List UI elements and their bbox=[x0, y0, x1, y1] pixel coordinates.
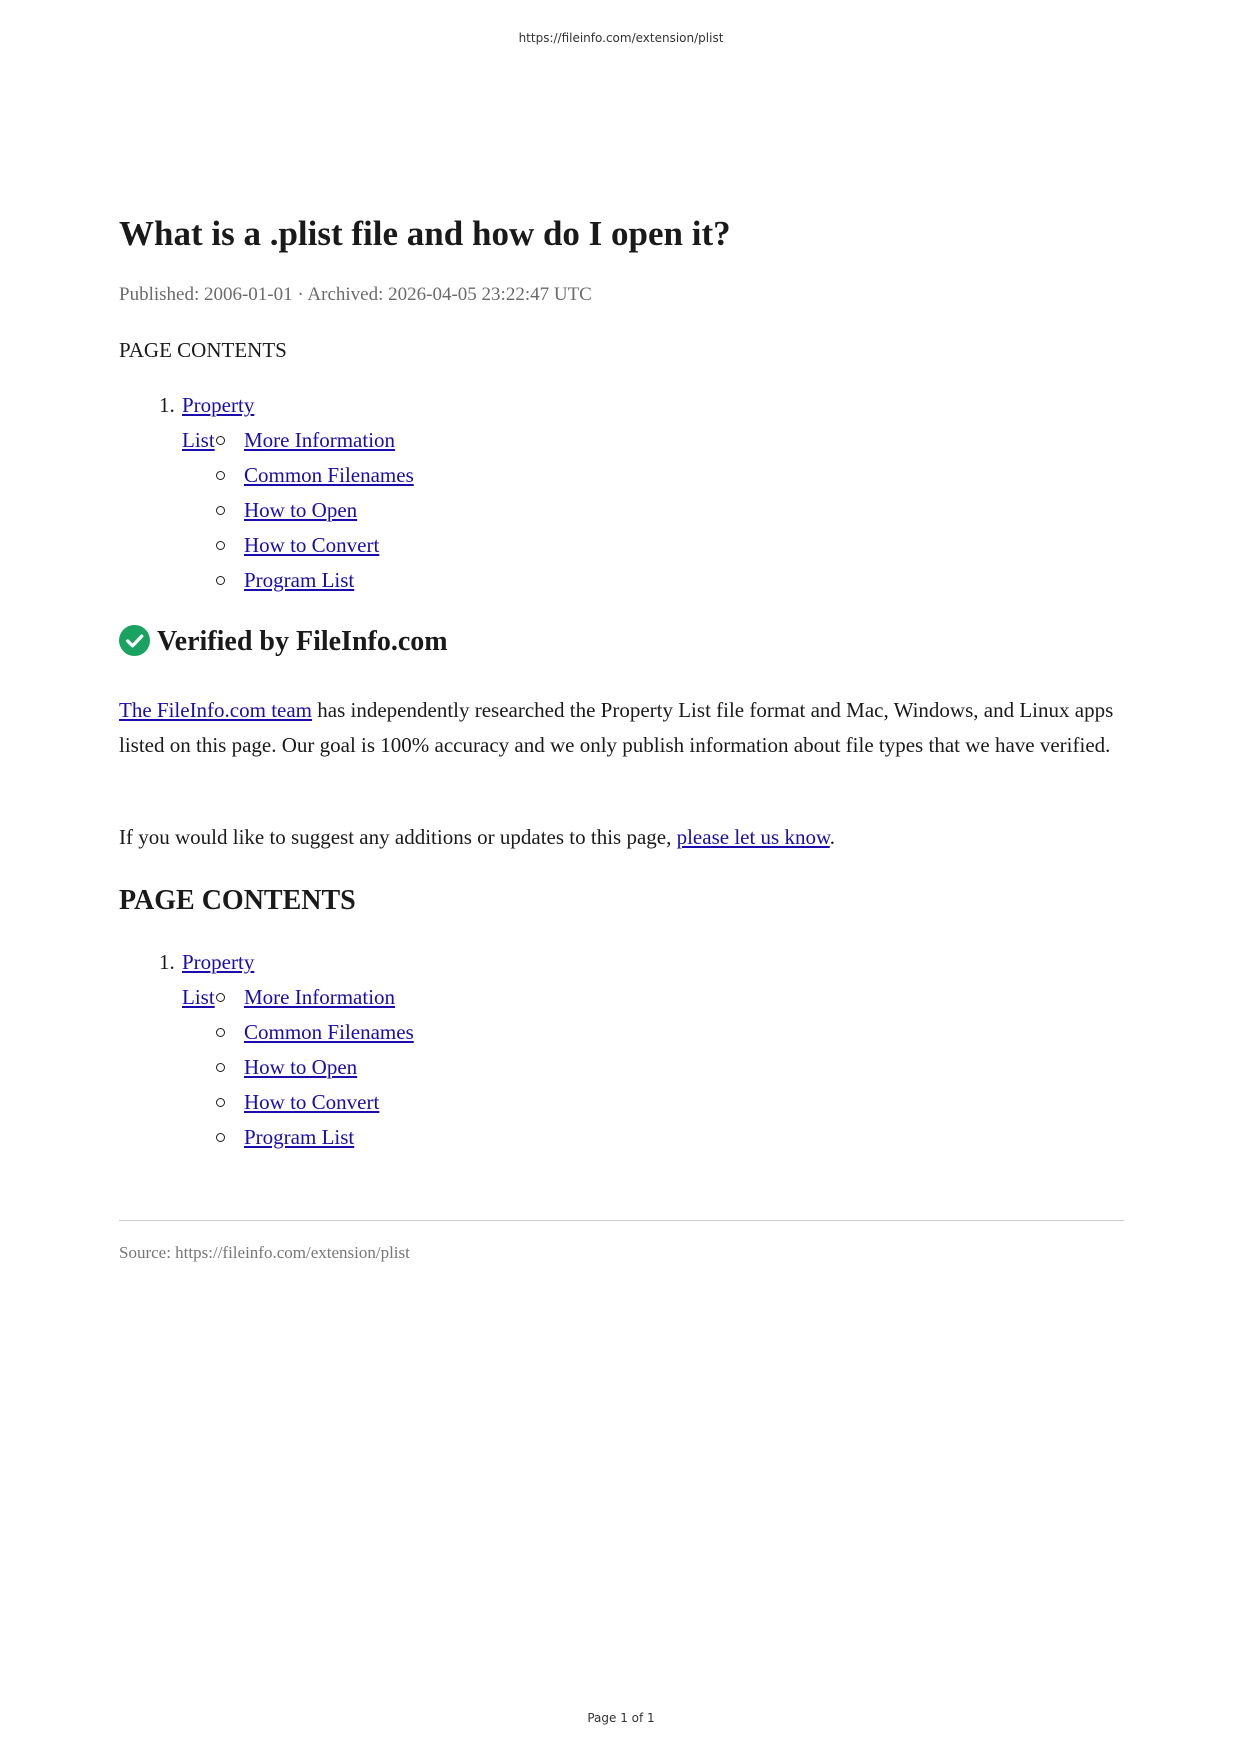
toc-link-common-filenames[interactable]: Common Filenames bbox=[244, 1020, 414, 1044]
toc-link-program-list[interactable]: Program List bbox=[244, 1125, 355, 1149]
bullet-icon bbox=[216, 1098, 225, 1107]
page-number: Page 1 of 1 bbox=[587, 1711, 655, 1725]
verified-heading: Verified by FileInfo.com bbox=[157, 626, 448, 657]
check-circle-icon bbox=[119, 625, 150, 656]
toc-link-how-to-open[interactable]: How to Open bbox=[244, 498, 358, 522]
toc-number: 1. bbox=[159, 950, 175, 974]
source-line: Source: https://fileinfo.com/extension/plist bbox=[119, 1243, 410, 1262]
toc-link-property-list[interactable]: Property List bbox=[182, 950, 255, 1009]
bullet-icon bbox=[216, 993, 225, 1002]
page-title: What is a .plist file and how do I open it? bbox=[119, 214, 731, 253]
toc-link-more-information[interactable]: More Information bbox=[244, 428, 396, 452]
verified-paragraph bbox=[119, 693, 1124, 763]
fileinfo-team-link[interactable]: The FileInfo.com team bbox=[119, 698, 313, 722]
toc-label: PAGE CONTENTS bbox=[119, 338, 287, 362]
toc-number: 1. bbox=[159, 393, 175, 417]
bullet-icon bbox=[216, 541, 225, 550]
toc-link-program-list[interactable]: Program List bbox=[244, 568, 355, 592]
toc-link-how-to-convert[interactable]: How to Convert bbox=[244, 1090, 380, 1114]
suggest-paragraph bbox=[119, 820, 1124, 855]
suggest-paragraph-end: . bbox=[829, 825, 836, 849]
toc-link-property-list[interactable]: Property List bbox=[182, 393, 255, 452]
bullet-icon bbox=[216, 1063, 225, 1072]
contact-link[interactable]: please let us know bbox=[676, 825, 830, 849]
bullet-icon bbox=[216, 1028, 225, 1037]
bullet-icon bbox=[216, 471, 225, 480]
suggest-paragraph-text: If you would like to suggest any additions or updates to this page, bbox=[119, 825, 677, 849]
toc-link-how-to-open[interactable]: How to Open bbox=[244, 1055, 358, 1079]
bullet-icon bbox=[216, 576, 225, 585]
verified-paragraph-text: has independently researched the Property List file format and Mac, Windows, and Linux apps listed on this page. Our goal is 100% accuracy and we only publish information about file types that we have verified. bbox=[119, 698, 1114, 757]
toc-heading: PAGE CONTENTS bbox=[119, 885, 356, 916]
bullet-icon bbox=[216, 436, 225, 445]
divider bbox=[119, 1220, 1124, 1221]
toc-link-common-filenames[interactable]: Common Filenames bbox=[244, 463, 414, 487]
print-header-url: https://fileinfo.com/extension/plist bbox=[518, 31, 724, 45]
toc-link-more-information[interactable]: More Information bbox=[244, 985, 396, 1009]
publish-meta: Published: 2006-01-01 · Archived: 2026-04-05 23:22:47 UTC bbox=[119, 284, 592, 305]
bullet-icon bbox=[216, 506, 225, 515]
toc-link-how-to-convert[interactable]: How to Convert bbox=[244, 533, 380, 557]
bullet-icon bbox=[216, 1133, 225, 1142]
